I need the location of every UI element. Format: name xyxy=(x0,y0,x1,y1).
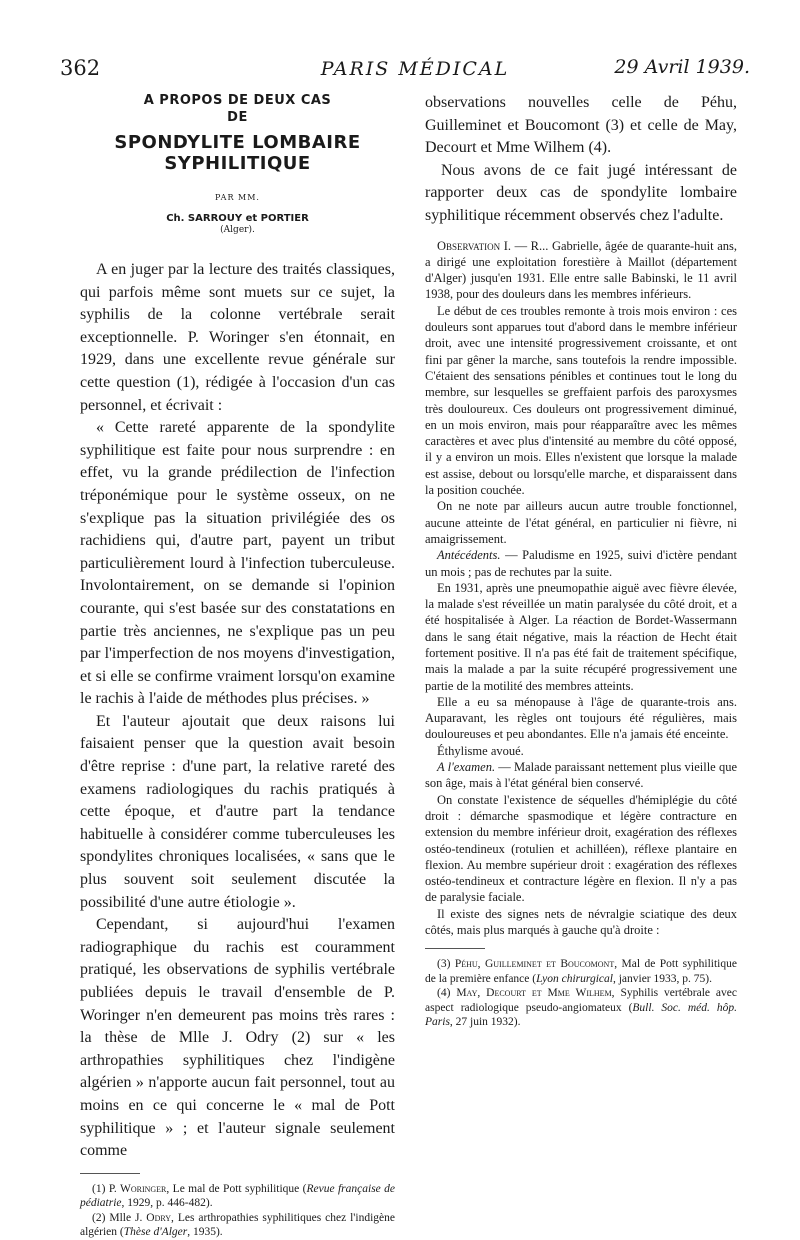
paragraph: « Cette rareté apparente de la spondylite syphilitique est faite pour nous surprendre : en effet, vu la grande prédilection de l'infection tréponémique pour le système osseux, on ne s'explique pas la situation privilégiée des os rachidiens qui, d'autre part, payent un tribut particulièrement lourd à l'infection tuberculeuse. Involontairement, on se demande si l'opinion courante, qui s'est basée sur des constatations en partie très anciennes, ne s'explique pas un peu par l'imperfection de nos moyens d'investigation, et si elle se confirme vraiment lorsqu'on examine le rachis à l'aide de méthodes plus précises. » xyxy=(80,419,395,708)
paragraph: On constate l'existence de séquelles d'hémiplégie du côté droit : démarche spasmodique et légère contracture en extension du membre inférieur droit, exagération des réflexes ostéo-tendineux (rotulien et achilléen), réflexe plantaire en flexion. Au membre supérieur droit : exagération des réflexes ostéo-tendineux et contracture légère en flexion. Il n'y a pas de paralysie faciale. xyxy=(425,792,737,905)
left-column xyxy=(80,92,395,1240)
title-line-2: SYPHILITIQUE xyxy=(164,153,311,174)
right-column xyxy=(425,92,737,1030)
right-intro xyxy=(425,92,737,228)
paragraph: Elle a eu sa ménopause à l'âge de quarante-trois ans. Auparavant, les règles ont toujours été régulières, mais douloureuses et peu abondantes. Elle n'a jamais été enceinte. xyxy=(425,694,737,742)
authors: Ch. SARROUY et PORTIER xyxy=(166,213,309,224)
paragraph: Éthylisme avoué. xyxy=(437,743,524,758)
paragraph: observations nouvelles celle de Péhu, Guilleminet et Boucomont (3) et celle de May, Decourt et Mme Wilhem (4). xyxy=(425,94,737,157)
footnote-2: (2) Mlle J. Odry, Les arthropathies syphilitiques chez l'indigène algérien (Thèse d'Alger, 1935). xyxy=(80,1211,395,1239)
exam-label: A l'examen. xyxy=(437,760,496,775)
paragraph: Cependant, si aujourd'hui l'examen radiographique du rachis est couramment pratiqué, les observations de syphilis vertébrale publiées depuis le travail d'ensemble de P. Woringer n'en demeurent pas moins très rares : la thèse de Mlle J. Odry (2) sur « les arthropathies syphilitiques chez l'indigène algérien » n'apporte aucun fait personnel, tout au moins en ce qui concerne le « mal de Pott syphilitique » ; et l'auteur signale seulement comme xyxy=(80,916,395,1160)
paragraph: Il existe des signes nets de névralgie sciatique des deux côtés, mais plus marqués à gauche qu'à droite : xyxy=(425,906,737,938)
antecedents-label: Antécédents. xyxy=(437,548,501,563)
running-head xyxy=(60,56,750,84)
paragraph: Nous avons de ce fait jugé intéressant de rapporter deux cas de spondylite lombaire syphilitique récemment observés chez l'adulte. xyxy=(425,161,737,224)
journal-name: PARIS MÉDICAL xyxy=(320,58,510,80)
paragraph: En 1931, après une pneumopathie aiguë avec fièvre élevée, la malade s'est réveillée un matin paralysée du côté droit, et a été hospitalisée à Alger. La réaction de Bordet-Wassermann dans le sang était négative, mais la réaction de Hecht était fortement positive. Il n'a pas été fait de traitement spécifique, mais la malade a par la suite récupéré progressivement une partie de la motilité des membres atteints. xyxy=(425,580,737,693)
article-title xyxy=(80,132,395,174)
observation-block xyxy=(425,238,737,939)
footnote-3: (3) Péhu, Guilleminet et Boucomont, Mal de Pott syphilitique de la première enfance (Lyon chirurgical, janvier 1933, p. 75). xyxy=(425,958,737,985)
exam: A l'examen. — Malade paraissant nettement plus vieille que son âge, mais à l'état général bien conservé. xyxy=(425,760,737,791)
kicker-line-1: A PROPOS DE DEUX CAS xyxy=(143,93,332,108)
affiliation: (Alger). xyxy=(220,225,255,235)
article-kicker xyxy=(80,92,395,126)
antecedents: Antécédents. — Paludisme en 1925, suivi d'ictère pendant un mois ; pas de rechutes par la suite. xyxy=(425,548,737,579)
byline-par: PAR MM. xyxy=(215,193,260,202)
paragraph: A en juger par la lecture des traités classiques, qui parfois même sont muets sur ce sujet, la syphilis de la colonne vertébrale serait exceptionnelle. P. Woringer s'en étonnait, en 1929, dans une excellente revue générale sur cette question (1), rédigée à l'occasion d'un cas personnel, et écrivait : xyxy=(80,261,395,414)
paragraph: Et l'auteur ajoutait que deux raisons lui faisaient penser que la question avait besoin d'être reprise : d'une part, la relative rareté des examens radiologiques du rachis pratiqués à cette époque, et d'autre part la tendance habituelle à considérer comme tuberculeuses les spondylites chroniques localisées, « sans que le plus souvent soit seulement discutée la possibilité d'une autre étiologie ». xyxy=(80,712,395,911)
paragraph: Le début de ces troubles remonte à trois mois environ : ces douleurs sont apparues tout d'abord dans le membre inférieur droit, avec une intensité progressivement croissante, et ont fini par gêner la marche, sans toutefois la rendre impossible. C'étaient des sensations pénibles et continues tout le long du membre, sur lesquelles se greffaient parfois des paroxysmes très douloureux. Ces douleurs ont progressivement diminué, en un mois environ, mais pour réapparaître avec les mêmes caractères et avec plus d'intensité au membre du côté opposé, il y a environ un mois. Elles n'existent que lorsque la malade est assise, debout ou lorsqu'elle marche, et disparaissent dans la position couchée. xyxy=(425,303,737,498)
observation-intro: Observation I. — R... Gabrielle, âgée de quarante-huit ans, a dirigé une exploitation forestière à Maillot (département d'Alger) jusqu'en 1931. Elle entre salle Babinski, le 11 avril 1938, pour des douleurs dans les membres inférieurs. xyxy=(425,238,737,302)
kicker-line-2: DE xyxy=(227,110,248,125)
page-number: 362 xyxy=(60,56,101,80)
title-line-1: SPONDYLITE LOMBAIRE xyxy=(114,132,361,153)
right-footnotes xyxy=(425,957,737,1030)
issue-date: 29 Avril 1939. xyxy=(614,56,750,78)
left-footnotes xyxy=(80,1182,395,1240)
footnote-4: (4) May, Decourt et Mme Wilhem, Syphilis vertébrale avec aspect radiologique pseudo-angiomateux (Bull. Soc. méd. hôp. Paris, 27 juin 1932). xyxy=(425,987,737,1029)
paragraph: On ne note par ailleurs aucun autre trouble fonctionnel, aucune atteinte de l'état général, en particulier ni fièvre, ni amaigrissement. xyxy=(425,499,737,546)
footnote-separator xyxy=(425,948,485,949)
observation-label: Observation I. xyxy=(437,238,512,253)
footnote-1: (1) P. Woringer, Le mal de Pott syphilitique (Revue française de pédiatrie, 1929, p. 446-482). xyxy=(80,1182,396,1210)
left-body xyxy=(80,259,395,1163)
footnote-separator xyxy=(80,1173,140,1174)
